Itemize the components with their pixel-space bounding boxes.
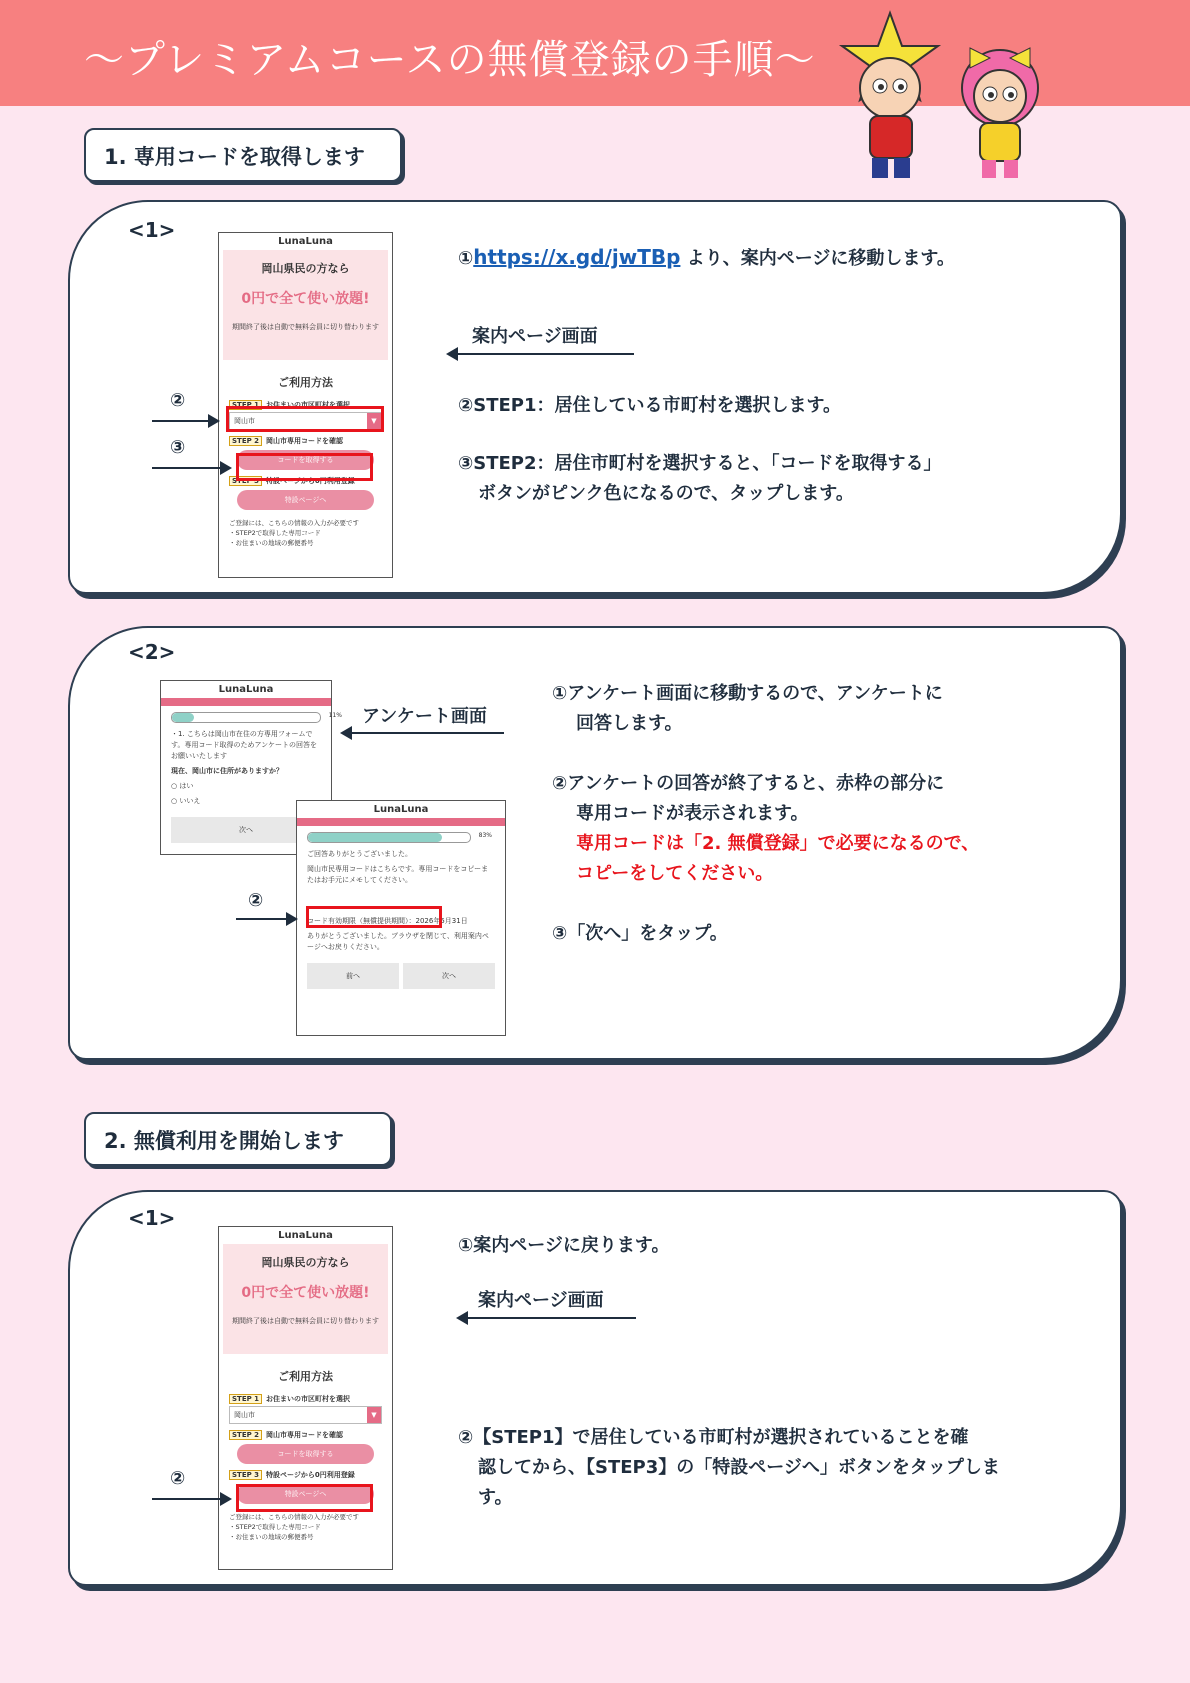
promo-banner <box>223 250 388 360</box>
closing-text: ありがとうございました。ブラウザを閉じて、利用案内ページへお戻りください。 <box>307 932 489 951</box>
step2-tag: STEP 2 <box>229 436 262 446</box>
footer-line1: ご登録には、こちらの情報の入力が必要です <box>229 519 359 527</box>
marker-2: ② <box>170 1468 186 1489</box>
footer-note <box>229 1512 382 1542</box>
brand-logo: LunaLuna <box>373 804 429 815</box>
step1-suffix: より、案内ページに移動します。 <box>680 248 955 269</box>
option-no-label: いいえ <box>179 797 201 805</box>
step1-prefix: ① <box>458 248 474 269</box>
step2-text: 岡山市専用コードを確認 <box>266 1431 344 1439</box>
start-step1: ①案内ページに戻ります。 <box>458 1235 670 1256</box>
banner-line1: 岡山県民の方なら <box>261 262 350 275</box>
special-page-button[interactable]: 特設ページへ <box>237 1484 374 1504</box>
guide-link[interactable]: https://x.gd/jwTBp <box>473 245 681 269</box>
footer-line2: ・STEP2で取得した専用コード <box>229 529 321 537</box>
survey-step2-warning1: 専用コードは「2. 無償登録」で必要になるので、 <box>576 833 980 854</box>
instruction-step3-line1: ③STEP2：居住市町村を選択すると、「コードを取得する」 <box>458 453 942 474</box>
progress-percent: 11% <box>328 712 342 719</box>
arrow-left-icon <box>342 732 504 734</box>
city-select[interactable] <box>229 1406 382 1424</box>
special-page-button[interactable]: 特設ページへ <box>237 490 374 510</box>
banner-line2: 0円で全て使い放題! <box>241 291 370 307</box>
instruction-step2: ②STEP1：居住している市町村を選択します。 <box>458 395 842 416</box>
city-select-value: 岡山市 <box>234 417 255 425</box>
arrow-left-icon <box>448 353 634 355</box>
marker-2: ② <box>170 390 186 411</box>
start-step2-line2: 認してから、【STEP3】の「特設ページへ」ボタンをタップしま <box>478 1457 1000 1478</box>
how-to-heading: ご利用方法 <box>278 1370 333 1383</box>
progress-percent: 83% <box>478 832 492 839</box>
how-to-heading: ご利用方法 <box>278 376 333 389</box>
mascot-characters-illustration <box>850 8 1065 190</box>
footer-line2: ・STEP2で取得した専用コード <box>229 1523 321 1531</box>
step3-text: 特設ページから0円利用登録 <box>266 477 355 485</box>
section2-label: 2. 無償利用を開始します <box>84 1112 392 1166</box>
step1-text: お住まいの市区町村を選択 <box>266 401 351 409</box>
banner-line2: 0円で全て使い放題! <box>241 1285 370 1301</box>
survey-step2-warning2: コピーをしてください。 <box>576 863 774 884</box>
step1-row <box>229 1394 382 1404</box>
footer-note <box>229 518 382 548</box>
screen-label: 案内ページ画面 <box>472 326 598 347</box>
banner-line1: 岡山県民の方なら <box>261 1256 350 1269</box>
highlight-get-code-button <box>236 453 373 481</box>
highlight-city-select <box>226 406 384 432</box>
card-number: <2> <box>128 640 176 664</box>
card-number: <1> <box>128 218 176 242</box>
next-button[interactable]: 次へ <box>403 963 495 989</box>
step1-text: お住まいの市区町村を選択 <box>266 1395 351 1403</box>
instruction-step3-line2: ボタンがピンク色になるので、タップします。 <box>478 483 854 504</box>
next-button[interactable]: 次へ <box>171 817 321 843</box>
arrow-right-icon <box>152 1498 230 1500</box>
guide-page-screenshot <box>218 232 393 578</box>
highlight-code-area <box>306 906 442 928</box>
banner-line3: 期間終了後は自動で無料会員に切り替わります <box>232 323 379 331</box>
arrow-right-icon <box>152 467 230 469</box>
step2-text: 岡山市専用コードを確認 <box>266 437 344 445</box>
arrow-left-icon <box>458 1317 636 1319</box>
pink-bar <box>161 698 331 706</box>
survey-step1-line2: 回答します。 <box>576 713 683 734</box>
code-expiry: コード有効期限（無償提供期間）：2026年5月31日 <box>307 917 468 925</box>
footer-line3: ・お住まいの地域の郵便番号 <box>229 1533 314 1541</box>
survey-step1-line1: ①アンケート画面に移動するので、アンケートに <box>552 683 943 704</box>
screen-label: アンケート画面 <box>362 706 487 727</box>
step2-row <box>229 436 382 446</box>
option-no[interactable]: ○ いいえ <box>171 797 201 805</box>
promo-banner <box>223 1244 388 1354</box>
step3-row <box>229 1470 382 1480</box>
screen-label: 案内ページ画面 <box>478 1290 604 1311</box>
marker-3: ③ <box>170 437 186 458</box>
get-code-button[interactable]: コードを取得する <box>237 450 374 470</box>
step3-tag: STEP 3 <box>229 476 262 486</box>
pink-bar <box>297 818 505 826</box>
survey-question: 現在、岡山市に住所がありますか？ <box>171 767 283 775</box>
survey-step2-line1: ②アンケートの回答が終了すると、赤枠の部分に <box>552 773 945 794</box>
survey-step3: ③「次へ」をタップ。 <box>552 923 728 944</box>
thanks-text: ご回答ありがとうございました。 <box>307 850 412 858</box>
chevron-down-icon: ▼ <box>367 413 381 429</box>
card-number: <1> <box>128 1206 176 1230</box>
start-step2-line3: す。 <box>478 1487 513 1508</box>
survey-intro: ・1. こちらは岡山市在住の方専用フォームです。専用コード取得のためアンケートの回答をお願いいたします <box>171 730 318 760</box>
city-select-value: 岡山市 <box>234 1411 255 1419</box>
page-title: ～プレミアムコースの無償登録の手順～ <box>84 37 816 83</box>
step2-tag: STEP 2 <box>229 1430 262 1440</box>
step3-text: 特設ページから0円利用登録 <box>266 1471 355 1479</box>
footer-line3: ・お住まいの地域の郵便番号 <box>229 539 314 547</box>
survey-step2-line2: 専用コードが表示されます。 <box>576 803 809 824</box>
step1-tag: STEP 1 <box>229 1394 262 1404</box>
step1-tag: STEP 1 <box>229 400 262 410</box>
step2-row <box>229 1430 382 1440</box>
section1-label: 1. 専用コードを取得します <box>84 128 402 182</box>
progress-bar <box>171 712 342 723</box>
code-note: 岡山市民専用コードはこちらです。専用コードをコピーまたはお手元にメモしてください。 <box>307 865 489 884</box>
nav-buttons <box>307 963 495 989</box>
highlight-special-page-button <box>236 1484 373 1512</box>
get-code-button[interactable]: コードを取得する <box>237 1444 374 1464</box>
brand-logo: LunaLuna <box>218 684 274 695</box>
option-yes-label: はい <box>179 782 194 790</box>
prev-button[interactable]: 前へ <box>307 963 399 989</box>
guide-page-screenshot <box>218 1226 393 1570</box>
step3-tag: STEP 3 <box>229 1470 262 1480</box>
chevron-down-icon: ▼ <box>367 1407 381 1423</box>
option-yes[interactable]: ○ はい <box>171 782 194 790</box>
marker-2: ② <box>248 890 264 911</box>
arrow-right-icon <box>152 420 218 422</box>
start-step2-line1: ②【STEP1】で居住している市町村が選択されていることを確 <box>458 1427 969 1448</box>
progress-bar <box>307 832 492 843</box>
footer-line1: ご登録には、こちらの情報の入力が必要です <box>229 1513 359 1521</box>
brand-logo: LunaLuna <box>278 1230 333 1241</box>
arrow-right-icon <box>236 918 296 920</box>
banner-line3: 期間終了後は自動で無料会員に切り替わります <box>232 1317 379 1325</box>
instruction-step1 <box>458 243 955 273</box>
brand-logo: LunaLuna <box>278 236 333 247</box>
